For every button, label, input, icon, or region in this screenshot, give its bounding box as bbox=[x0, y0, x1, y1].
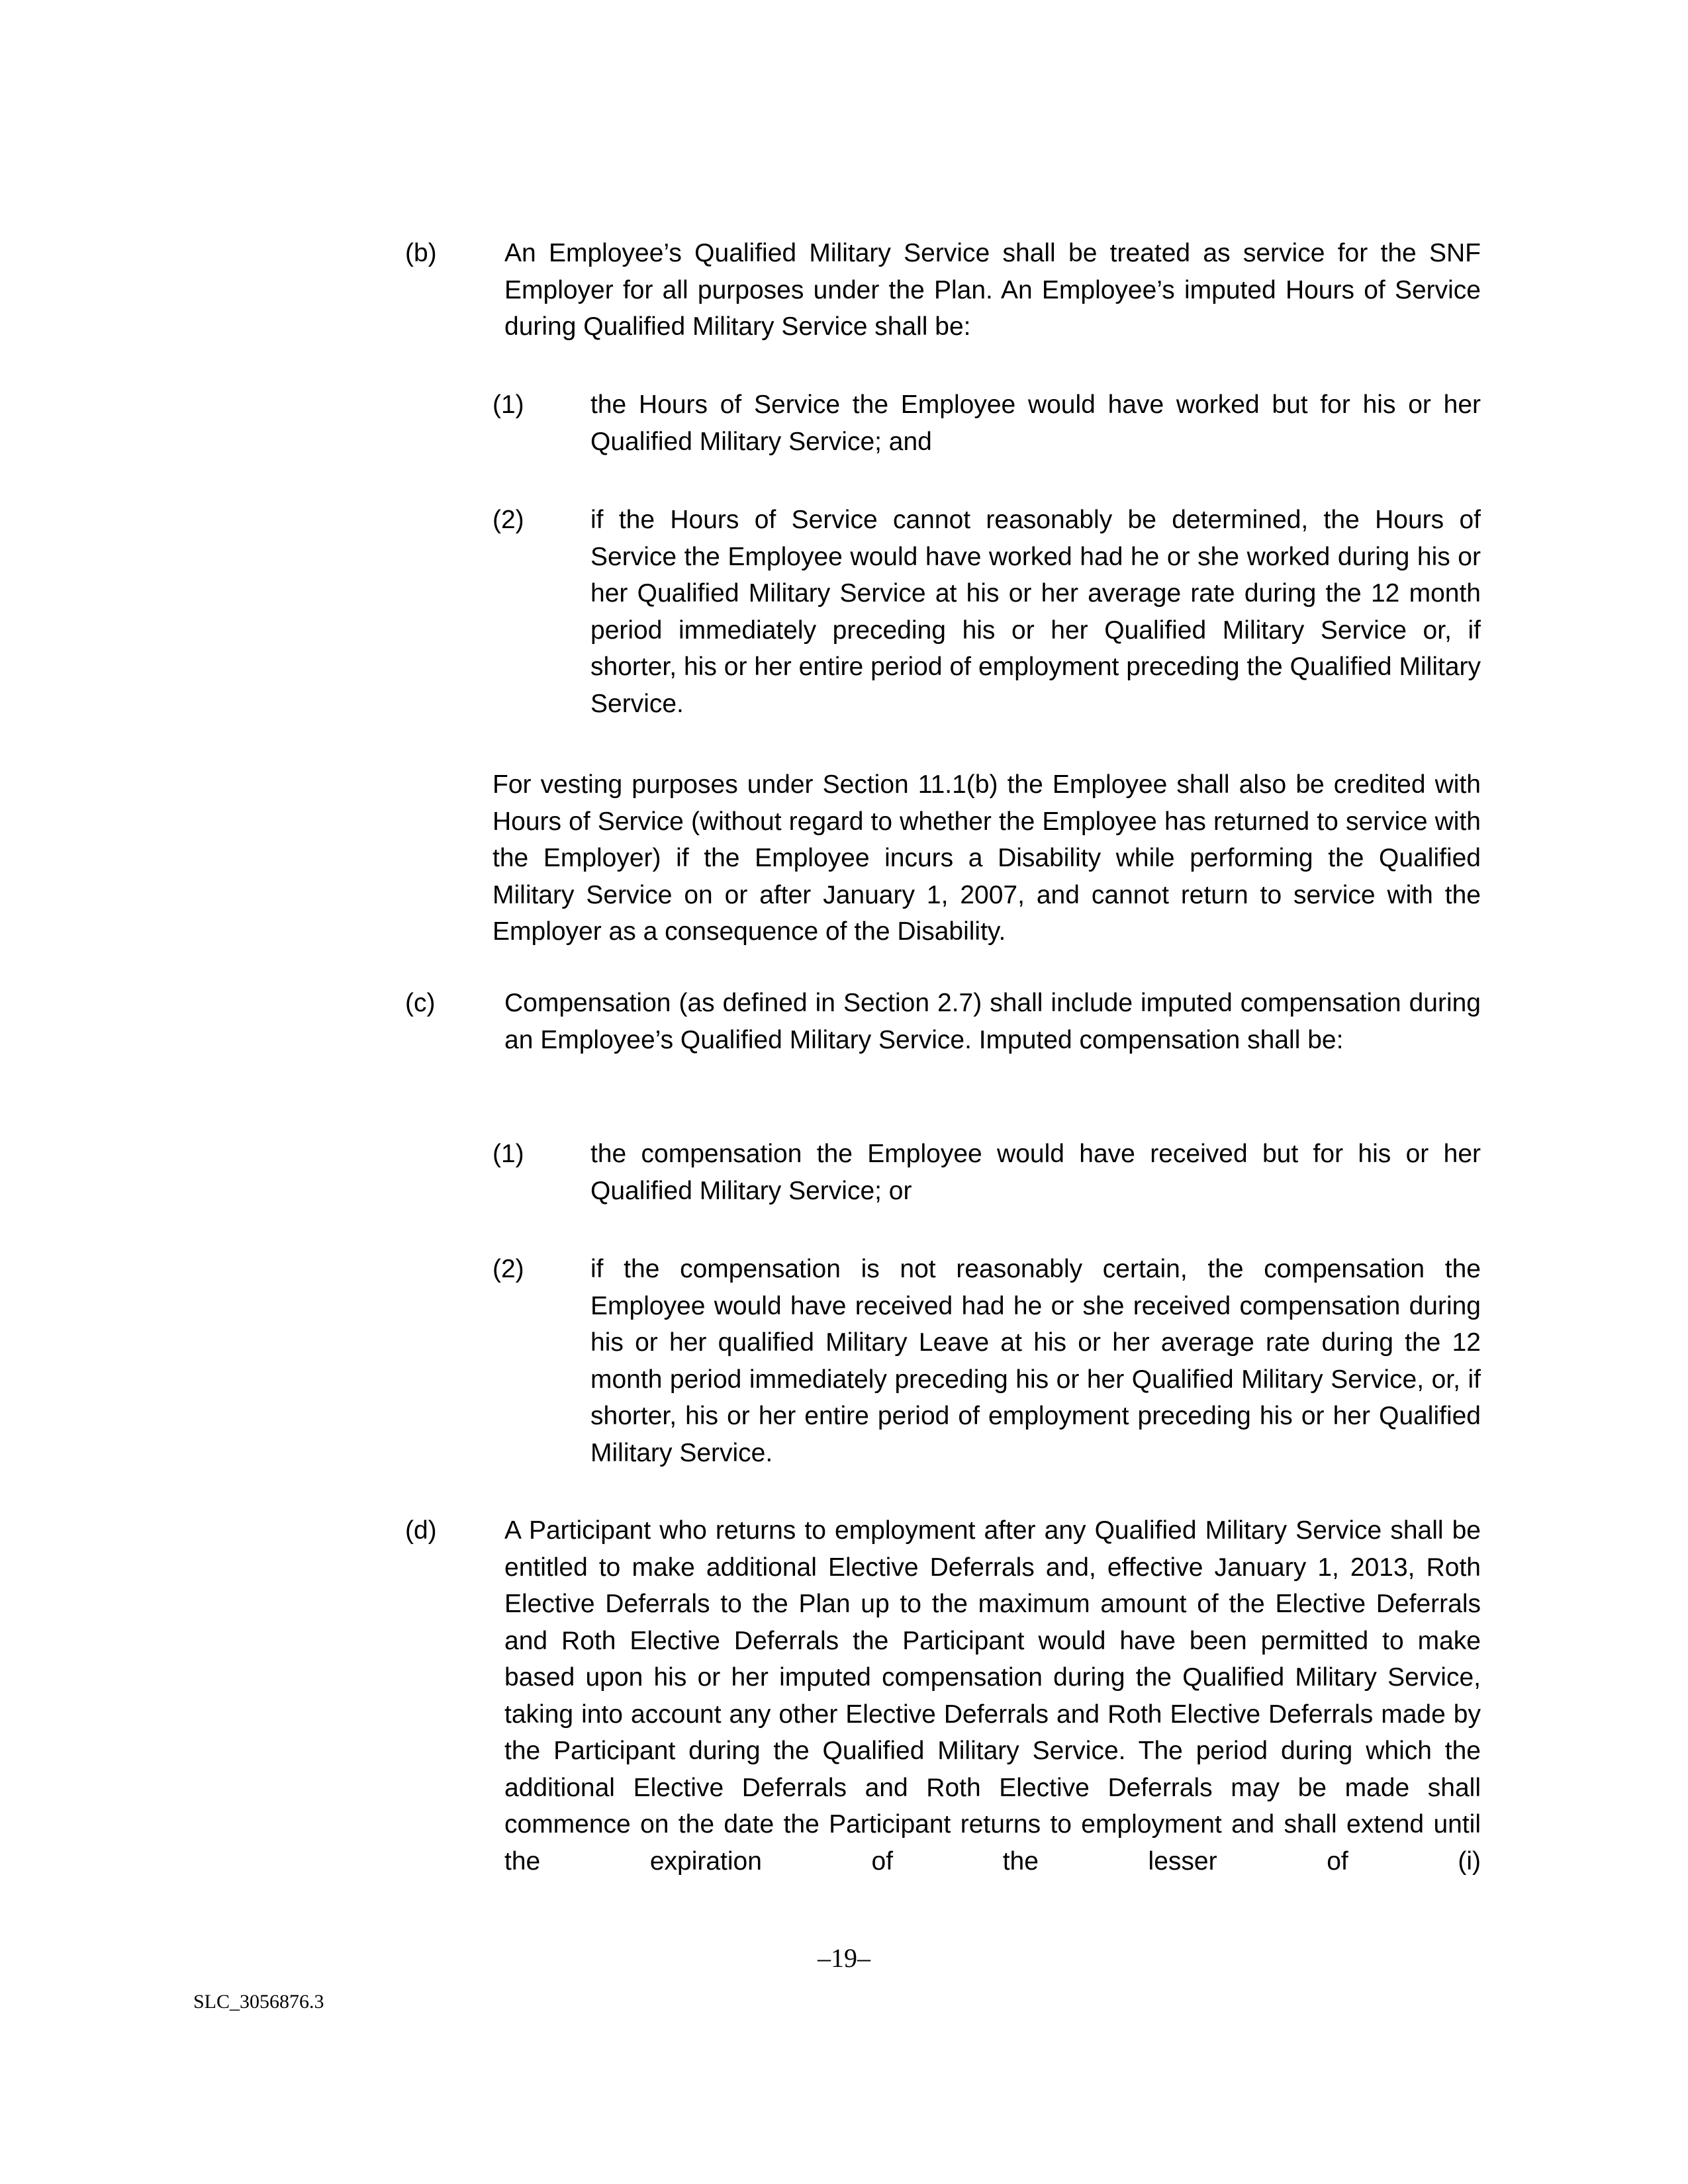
section-d-label: (d) bbox=[405, 1516, 437, 1545]
section-b-vesting-text: For vesting purposes under Section 11.1(b) the Employee shall also be credited with Hours of Service (without regard to whether the Employee has returned to service with the Employer) if the Employee incurs a Disability while performing the Qualified Military Service on or after January 1, 2007, and cannot return to service with the Employer as a consequence of the Disability. bbox=[492, 770, 1481, 946]
section-d-text: A Participant who returns to employment after any Qualified Military Service shall be entitled to make additional Elective Deferrals and, effective January 1, 2013, Roth Elective Deferrals to the Plan up to the maximum amount of the Elective Deferrals and Roth Elective Deferrals the Participant would have been permitted to make based upon his or her imputed compensation during the Qualified Military Service, taking into account any other Elective Deferrals and Roth Elective Deferrals made by the Participant during the Qualified Military Service. The period during which the additional Elective Deferrals and Roth Elective Deferrals may be made shall commence on the date the Participant returns to employment and shall extend until the expiration of the lesser of (i) bbox=[504, 1516, 1481, 1876]
section-b-item-1-text: the Hours of Service the Employee would have worked but for his or her Qualified Military Service; and bbox=[590, 390, 1481, 456]
section-c-text: Compensation (as defined in Section 2.7) shall include imputed compensation during an Employee’s Qualified Military Service. Imputed compensation shall be: bbox=[504, 989, 1481, 1054]
section-b-text: An Employee’s Qualified Military Service shall be treated as service for the SNF Employer for all purposes under the Plan. An Employee’s imputed Hours of Service during Qualified Military Service shall be: bbox=[504, 239, 1481, 341]
section-c-label: (c) bbox=[405, 989, 436, 1017]
section-b-item-2-label: (2) bbox=[492, 506, 524, 534]
section-c-item-2-label: (2) bbox=[492, 1255, 524, 1283]
document-id: SLC_3056876.3 bbox=[193, 1991, 324, 2013]
section-c-item-1-label: (1) bbox=[492, 1140, 524, 1168]
section-c-item-1-text: the compensation the Employee would have received but for his or her Qualified Military Service; or bbox=[590, 1140, 1481, 1205]
page-number: –19– bbox=[818, 1943, 870, 1973]
section-b-label: (b) bbox=[405, 239, 437, 267]
section-b-item-2-text: if the Hours of Service cannot reasonably be determined, the Hours of Service the Employee would have worked had he or she worked during his or her Qualified Military Service at his or her average rate during the 12 month period immediately preceding his or her Qualified Military Service or, if shorter, his or her entire period of employment preceding the Qualified Military Service. bbox=[590, 506, 1481, 718]
section-b-item-1-label: (1) bbox=[492, 390, 524, 419]
section-c-item-2-text: if the compensation is not reasonably certain, the compensation the Employee would have received had he or she received compensation during his or her qualified Military Leave at his or her average rate during the 12 month period immediately preceding his or her Qualified Military Service, or, if shorter, his or her entire period of employment preceding his or her Qualified Military Service. bbox=[590, 1255, 1481, 1467]
